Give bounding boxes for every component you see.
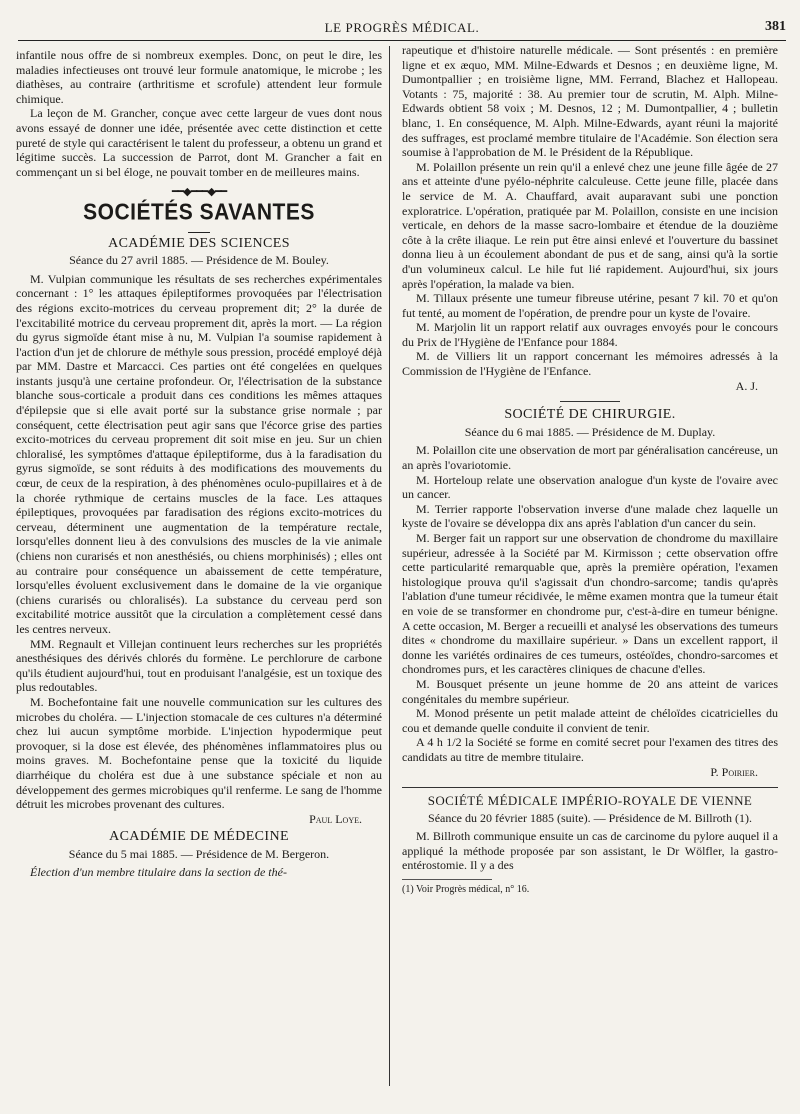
- vienna-title: SOCIÉTÉ MÉDICALE IMPÉRIO-ROYALE DE VIENNE: [427, 793, 753, 809]
- right-paragraph-2: M. Polaillon présente un rein qu'il a enlevé chez une jeune fille âgée de 27 ans et atteinte d'une pyélo-néphrite calculeuse. Cette jeune fille, placée dans le service de M. A. Chauffard, avait auparavant subi une ponction exploratrice. L'opération, pratiquée par M. Polaillon, consiste en une incision verticale, en dehors de la masse sacro-lombaire et étendue de la douzième côte à la crête iliaque. Le rein put être ainsi enlevé et l'ouverture du bassinet donna lieu à un écoulement abondant de pus et de sang, ainsi qu'à la sortie d'un volumineux calcul. Le hile fut lié rapidement. Aujourd'hui, six jours après l'opération, la malade va bien.: [402, 159, 778, 291]
- academy-sciences-paragraph-3: M. Bochefontaine fait une nouvelle communication sur les cultures des microbes du choléra. — L'injection stomacale de ces cultures n'a déterminé chez lui aucun symptôme morbide. L'injection hypodermique peut provoquer, si la dose est élevée, des phénomènes inflammatoires plus ou moins graves. M. Bochefontaine pense que la toxicité du liquide diarrhéique du choléra est due à une substance spéciale et non au développement des germes microbiques qu'il renferme. Le sang de l'homme détruit les microbes provenant des cultures.: [16, 694, 382, 812]
- vienna-seance: Séance du 20 février 1885 (suite). — Présidence de M. Billroth (1).: [428, 810, 752, 825]
- surgery-signature: P. Poirier.: [710, 764, 758, 779]
- surgery-paragraph-5: M. Bousquet présente un jeune homme de 20 ans atteint de varices congénitales du membre supérieur.: [402, 676, 778, 706]
- left-paragraph-1: infantile nous offre de si nombreux exemples. Donc, on peut le dire, les maladies infectieuses ont trouvé leur formule anatomique, le microbe ; les diathèses, au contraire (arthritisme et scrofule) attendent leur formule chimique.: [16, 48, 382, 106]
- right-paragraph-5: M. de Villiers lit un rapport concernant les mémoires adressés à la Commission de l'Hygiène de l'Enfance.: [402, 349, 778, 379]
- section-main-title: SOCIÉTÉS SAVANTES: [83, 199, 315, 226]
- footnote-rule: [402, 879, 492, 880]
- academy-sciences-title: ACADÉMIE DES SCIENCES: [108, 235, 290, 251]
- journal-title: LE PROGRÈS MÉDICAL.: [324, 20, 480, 35]
- right-column: [402, 43, 778, 898]
- academy-sciences-seance: Séance du 27 avril 1885. — Présidence de M. Bouley.: [69, 253, 329, 268]
- right-paragraph-3: M. Tillaux présente une tumeur fibreuse utérine, pesant 7 kil. 70 et qu'on fut tenté, au moment de l'opération, de prendre pour un kyste de l'ovaire.: [402, 291, 778, 320]
- right-signature-1: A. J.: [735, 378, 758, 393]
- surgery-paragraph-3: M. Terrier rapporte l'observation inverse d'une malade chez laquelle un kyste de l'ovaire se développa dix ans après l'ablation d'un cancer du sein.: [402, 501, 778, 531]
- section-ornament: ━━◆━━━◆━━: [171, 186, 227, 199]
- academy-medicine-title: ACADÉMIE DE MÉDECINE: [109, 829, 289, 845]
- left-column: [16, 48, 382, 880]
- right-paragraph-1: rapeutique et d'histoire naturelle médicale. — Sont présentés : en première ligne et ex æquo, MM. Milne-Edwards et Desnos ; en deuxième ligne, M. Dumontpallier ; en troisième ligne, MM. Ferrand, Blachez et Hallopeau. Votants : 75, majorité : 38. Au premier tour de scrutin, M. Alph. Milne-Edwards obtient 58 voix ; M. Desnos, 12 ; M. Dumontpallier, 4 ; bulletin blanc, 1. En conséquence, M. Alph. Milne-Edwards, ayant réuni la majorité des suffrages, est proclamé membre titulaire de l'Académie. Son élection sera soumise à l'approbation de M. le Président de la République.: [402, 43, 778, 160]
- title-dash: [16, 225, 382, 233]
- section-separator: [560, 401, 620, 402]
- vienna-paragraph-1: M. Billroth communique ensuite un cas de carcinome du pylore auquel il a appliqué la méthode proposée par son assistant, le Dr Wölfler, la gastro-entérostomie. Il y a des: [402, 829, 778, 873]
- surgery-paragraph-6: M. Monod présente un petit malade atteint de chéloïdes cicatricielles du cou et demande quelle conduite il convient de tenir.: [402, 706, 778, 735]
- academy-medicine-paragraph-1: Élection d'un membre titulaire dans la section de thé-: [30, 865, 287, 880]
- left-paragraph-2: La leçon de M. Grancher, conçue avec cette largeur de vues dont nous avons essayé de donner une idée, présentée avec cette distinction et cette pureté de style qui caractérisent le talent du professeur, a obtenu un grand et légitime succès. La succession de Parrot, dont M. Grancher a fait en commençant un si bel éloge, ne pouvait tomber en de meilleures mains.: [16, 106, 382, 179]
- surgery-paragraph-1: M. Polaillon cite une observation de mort par généralisation cancéreuse, un an après l'ovariotomie.: [402, 443, 778, 473]
- surgery-paragraph-2: M. Horteloup relate une observation analogue d'un kyste de l'ovaire avec un cancer.: [402, 472, 778, 502]
- academy-sciences-paragraph-1: M. Vulpian communique les résultats de ses recherches expérimentales concernant : 1° les attaques épileptiformes provoquées par l'électrisation des régions excito-motrices du cerveau proprement dit; 2° la durée de l'excitabilité motrice du cerveau proprement dit, après la mort. — La région du gyrus sigmoïde étant mise à nu, M. Vulpian l'a soumise rapidement à l'action d'un jet de chlorure de méthyle sous pression, procédé employé déjà par MM. Dastre et Marcacci. Ces parties ont été congelées en quelques instants jusqu'à une certaine profondeur. Or, l'électrisation de la substance blanche sous-corticale a produit dans ces conditions les mêmes attaques d'épilepsie que si elle avait porté sur la substance grise normale ; par conséquent, cette électrisation peut agir sans que l'écorce grise des parties excito-motrices du cerveau proprement dit soit mise en jeu. Sur un chien chloralisé, les symptômes d'attaque épileptiforme, dus à la faradisation du gyrus sigmoïde, se sont réduits à des modifications des mouvements du cœur, de ceux de la respiration, à des phénomènes oculo-pupillaires et à de la chorée rythmique de certains muscles de la face. Les attaques épileptiques, provoquées par faradisation des régions excito-motrices du cerveau, déterminent une augmentation de la température rectale, lorsqu'elles donnent lieu à des convulsions des muscles de la vie animale (chiens non curarisés et non anesthésiés, ou chiens morphinisés) ; elles ont au contraire pour conséquence un abaissement de cette température, lorsqu'elles évoluent exclusivement dans le domaine de la vie organique (chiens curarisés ou chloralisés). La substance du cerveau perd son excitabilité motrice aussitôt que la circulation a complètement cessé dans les centres nerveux.: [16, 271, 382, 636]
- surgery-seance: Séance du 6 mai 1885. — Présidence de M. Duplay.: [464, 424, 716, 439]
- footnote: (1) Voir Progrès médical, n° 16.: [402, 884, 530, 896]
- section-rule: [402, 787, 778, 788]
- surgery-paragraph-4: M. Berger fait un rapport sur une observation de chondrome du maxillaire supérieur, adressée à la Société par M. Kirmisson ; cette observation offre cette particularité remarquable que, après la première opération, l'examen histologique prouva qu'il s'agissait d'un chondro-sarcome; tandis qu'après l'ablation d'une tumeur récidivée, le même examen montra que la tumeur était en voie de se transformer en chondrome pur, c'est-à-dire en tumeur bénigne. A cette occasion, M. Berger a recueilli et analysé les observations des tumeurs dites « chondrome du maxillaire supérieur. » Dans un excellent rapport, il donne les variétés ordinaires de ces tumeurs, ostéoïdes, chondro-sarcomes et chondromes purs, et les caractères cliniques de chacune d'elles.: [402, 531, 778, 677]
- academy-medicine-seance: Séance du 5 mai 1885. — Présidence de M. Bergeron.: [68, 846, 330, 861]
- surgery-paragraph-7: A 4 h 1/2 la Société se forme en comité secret pour l'examen des titres des candidats au titre de membre titulaire.: [402, 735, 778, 764]
- page-number: 381: [765, 19, 786, 34]
- page-header: [18, 18, 786, 41]
- column-divider: [389, 46, 390, 1086]
- surgery-title: SOCIÉTÉ DE CHIRURGIE.: [504, 407, 676, 423]
- right-paragraph-4: M. Marjolin lit un rapport relatif aux ouvrages envoyés pour le concours du Prix de l'Hygiène de l'Enfance pour 1884.: [402, 320, 778, 349]
- academy-sciences-paragraph-2: MM. Regnault et Villejan continuent leurs recherches sur les propriétés anesthésiques des dérivés chlorés du formène. Le perchlorure de carbone qu'ils étudient aujourd'hui, tout en produisant l'analgésie, est un toxique des plus redoutables.: [16, 636, 382, 695]
- academy-sciences-signature: Paul Loye.: [309, 811, 362, 826]
